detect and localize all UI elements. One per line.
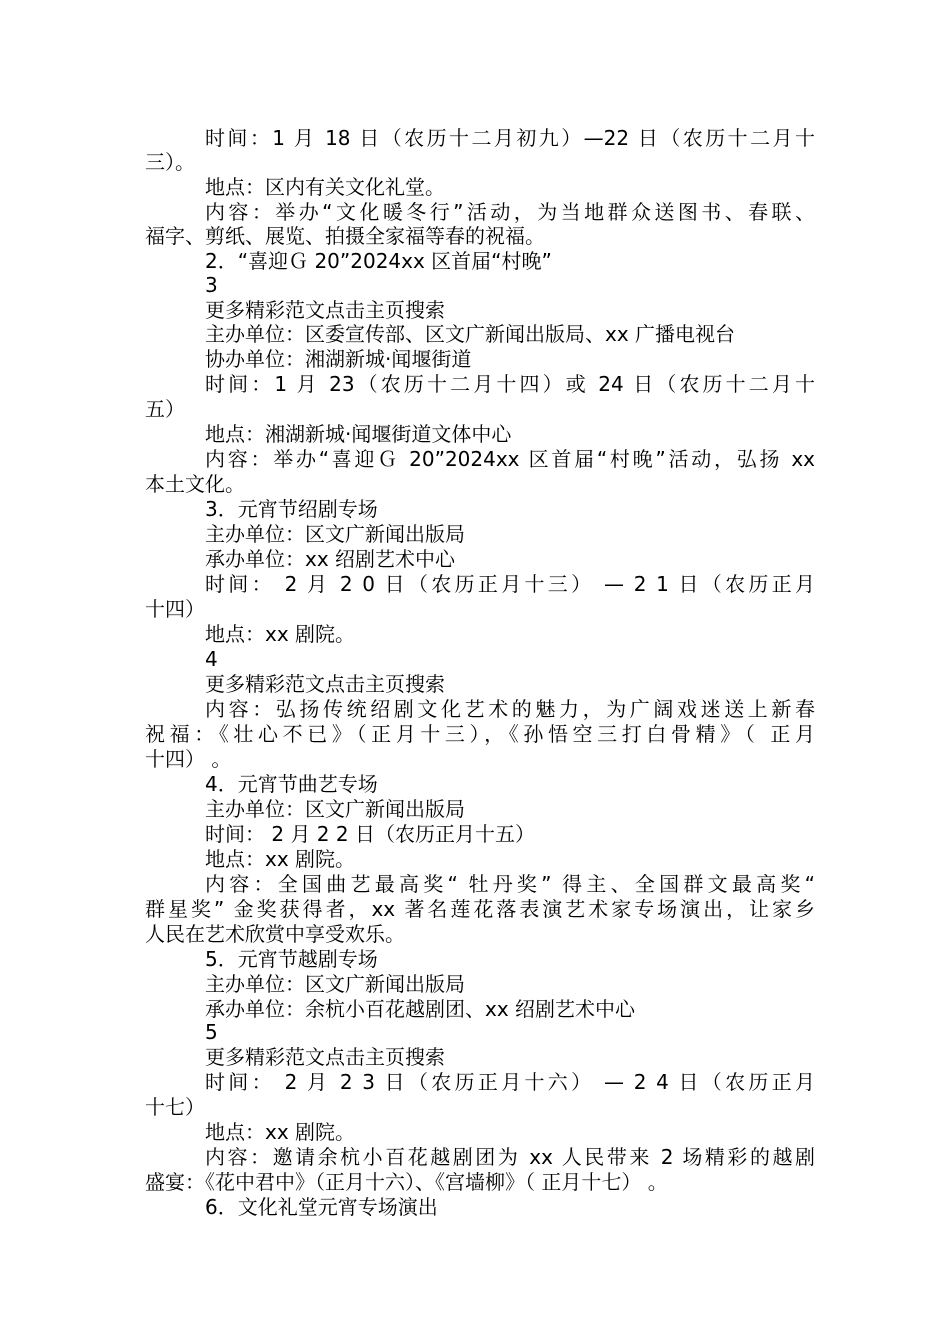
text-line: 地点：xx 剧院。 xyxy=(205,847,356,871)
text-line: 时间： 2 月 2 0 日（农历正月十三） — 2 1 日（农历正月 xyxy=(205,572,815,596)
text-line: 主办单位：区文广新闻出版局 xyxy=(205,972,465,996)
section-heading: 3．元宵节绍剧专场 xyxy=(205,497,378,521)
text-line: 三）。 xyxy=(145,150,195,174)
section-heading: 6．文化礼堂元宵专场演出 xyxy=(205,1195,438,1219)
text-line: 时间： 2 月 2 3 日（农历正月十六） — 2 4 日（农历正月 xyxy=(205,1070,815,1094)
text-line: 群星奖” 金奖获得者，xx 著名莲花落表演艺术家专场演出，让家乡 xyxy=(145,897,815,921)
text-line: 内容：全国曲艺最高奖“ 牡丹奖” 得主、全国群文最高奖“ xyxy=(205,872,815,896)
footer-note: 更多精彩范文点击主页搜索 xyxy=(205,672,445,696)
section-heading: 2．“喜迎Ｇ 20”2024xx 区首届“村晚” xyxy=(205,249,552,273)
text-line: 福字、剪纸、展览、拍摄全家福等春的祝福。 xyxy=(145,224,545,248)
text-line: 人民在艺术欣赏中享受欢乐。 xyxy=(145,922,405,946)
page-number: 5 xyxy=(205,1020,218,1044)
text-line: 承办单位：余杭小百花越剧团、xx 绍剧艺术中心 xyxy=(205,997,636,1021)
footer-note: 更多精彩范文点击主页搜索 xyxy=(205,1045,445,1069)
text-line: 时间：1 月 23（农历十二月十四）或 24 日（农历十二月十 xyxy=(205,372,815,396)
text-line: 承办单位：xx 绍剧艺术中心 xyxy=(205,547,456,571)
text-line: 协办单位：湘湖新城·闻堰街道 xyxy=(205,347,472,371)
text-line: 地点：区内有关文化礼堂。 xyxy=(205,175,445,199)
page-number: 4 xyxy=(205,647,218,671)
text-line: 时间： 2 月 2 2 日（农历正月十五） xyxy=(205,822,535,846)
text-line: 主办单位：区委宣传部、区文广新闻出版局、xx 广播电视台 xyxy=(205,322,736,346)
text-line: 十七） xyxy=(145,1095,205,1119)
text-line: 内容：邀请余杭小百花越剧团为 xx 人民带来 2 场精彩的越剧 xyxy=(205,1145,815,1169)
text-line: 盛宴：《花中君中》（正月十六）、《宫墙柳》（ 正月十七） 。 xyxy=(145,1170,668,1194)
section-heading: 4．元宵节曲艺专场 xyxy=(205,772,378,796)
section-heading: 5．元宵节越剧专场 xyxy=(205,947,378,971)
text-line: 内容：举办“文化暖冬行”活动，为当地群众送图书、春联、 xyxy=(205,200,815,224)
text-line: 祝福：《壮心不已》（正月十三），《孙悟空三打白骨精》（ 正月 xyxy=(145,722,815,746)
text-line: 内容：弘扬传统绍剧文化艺术的魅力，为广阔戏迷送上新春 xyxy=(205,697,815,721)
text-line: 主办单位：区文广新闻出版局 xyxy=(205,522,465,546)
text-line: 主办单位：区文广新闻出版局 xyxy=(205,797,465,821)
text-line: 五） xyxy=(145,397,185,421)
text-line: 时间：1 月 18 日（农历十二月初九）—22 日（农历十二月十 xyxy=(205,126,815,150)
footer-note: 更多精彩范文点击主页搜索 xyxy=(205,298,445,322)
text-line: 本土文化。 xyxy=(145,472,245,496)
text-line: 内容：举办“喜迎Ｇ 20”2024xx 区首届“村晚”活动，弘扬 xx xyxy=(205,447,815,471)
text-line: 地点：xx 剧院。 xyxy=(205,622,356,646)
page-number: 3 xyxy=(205,273,218,297)
text-line: 地点：湘湖新城·闻堰街道文体中心 xyxy=(205,422,512,446)
text-line: 十四） 。 xyxy=(145,747,232,771)
text-line: 地点：xx 剧院。 xyxy=(205,1120,356,1144)
text-line: 十四） xyxy=(145,597,205,621)
